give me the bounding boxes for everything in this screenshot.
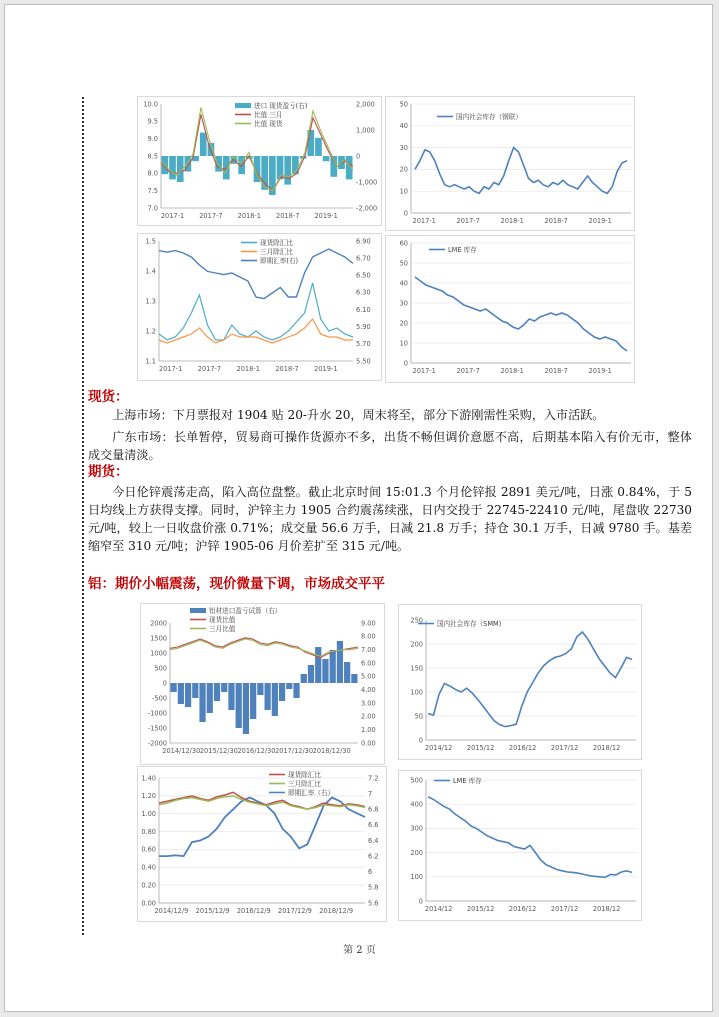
y-tick-label: -2000 — [147, 739, 167, 748]
legend-label: 三月除汇比 — [288, 780, 321, 788]
y2-tick-label: 6.70 — [356, 254, 371, 263]
chart-al-lme-stock — [398, 770, 642, 921]
profit-bar — [199, 683, 205, 722]
y-tick-label: 400 — [410, 800, 423, 809]
y2-tick-label: 6.6 — [368, 821, 379, 830]
y2-tick-label: 8.00 — [361, 632, 376, 641]
x-tick-label: 2017-1 — [412, 217, 436, 225]
y2-tick-label: 6.00 — [361, 659, 376, 668]
y-tick-label: 20 — [399, 319, 408, 328]
x-tick-label: 2017-7 — [197, 365, 222, 373]
chart-zinc-import-profit-svg — [137, 96, 382, 226]
margin-dotted-rule — [82, 97, 84, 935]
y2-tick-label: 0.00 — [361, 739, 376, 748]
x-tick-label: 2017/12/30 — [275, 747, 314, 755]
x-tick-label: 2014/12/30 — [162, 747, 201, 755]
profit-bar — [308, 665, 314, 683]
y2-tick-label: 3.00 — [361, 699, 376, 708]
x-tick-label: 2018-7 — [544, 367, 568, 375]
x-tick-label: 2019-1 — [588, 367, 612, 375]
y-tick-label: 1.00 — [141, 810, 156, 819]
y-tick-label: 150 — [410, 664, 423, 673]
profit-bar — [337, 641, 343, 683]
profit-bar — [322, 659, 328, 683]
x-tick-label: 2015/12/9 — [195, 907, 230, 915]
y2-tick-label: 5.90 — [356, 323, 371, 332]
x-tick-label: 2015/12 — [466, 905, 495, 913]
profit-bar — [315, 138, 322, 156]
y2-tick-label: 6.30 — [356, 288, 371, 297]
y2-tick-label: 5.8 — [368, 883, 379, 892]
x-tick-label: 2019-1 — [588, 217, 612, 225]
x-tick-label: 2017-1 — [412, 367, 436, 375]
x-tick-label: 2017-7 — [456, 367, 480, 375]
spot-heading: 现货： — [88, 389, 129, 405]
y-tick-label: 0 — [162, 679, 167, 688]
y2-tick-label: 7.2 — [368, 774, 379, 783]
y2-tick-label: 6.10 — [356, 305, 371, 314]
profit-bar — [250, 683, 256, 719]
y-tick-label: 1000 — [150, 649, 167, 658]
legend-label: 国内社会库存（钢联） — [456, 113, 522, 121]
profit-bar — [272, 683, 278, 716]
profit-bar — [192, 683, 198, 698]
x-tick-label: 2017-7 — [199, 212, 223, 220]
legend-label: 国内社会库存（SMM) — [437, 620, 502, 628]
futures-heading: 期货： — [88, 464, 129, 480]
y-tick-label: 300 — [410, 824, 423, 833]
y-tick-label: 30 — [399, 299, 408, 308]
profit-bar — [200, 133, 207, 156]
x-tick-label: 2018/12 — [592, 744, 621, 752]
chart-al-lme-stock-svg — [398, 770, 642, 921]
profit-bar — [279, 683, 285, 701]
y-tick-label: 250 — [410, 616, 423, 625]
y-tick-label: 7.5 — [147, 186, 158, 195]
y-tick-label: 1.1 — [145, 357, 156, 366]
chart-zinc-ratio-fx-svg — [137, 233, 382, 381]
x-tick-label: 2019-1 — [314, 212, 338, 220]
y-tick-label: 1.20 — [141, 792, 156, 801]
profit-bar — [330, 650, 336, 683]
profit-bar — [257, 683, 263, 695]
y-tick-label: 2000 — [150, 619, 167, 628]
profit-bar — [315, 647, 321, 683]
chart-frame — [138, 767, 387, 922]
y2-tick-label: 5.70 — [356, 340, 371, 349]
profit-bar — [243, 683, 249, 734]
legend-swatch — [190, 608, 206, 613]
y-tick-label: -500 — [152, 694, 167, 703]
chart-zinc-ratio-fx — [137, 233, 382, 381]
legend-label: 三月除汇比 — [260, 248, 293, 256]
chart-zinc-domestic-stock — [385, 96, 635, 231]
y-tick-label: 0.80 — [141, 827, 156, 836]
chart-zinc-lme-stock-svg — [385, 235, 635, 383]
x-tick-label: 2017-7 — [456, 217, 480, 225]
y2-tick-label: 5.6 — [368, 899, 379, 908]
y-tick-label: 0.60 — [141, 845, 156, 854]
y-tick-label: 50 — [414, 712, 423, 721]
x-tick-label: 2018/12/30 — [312, 747, 351, 755]
profit-bar — [351, 674, 357, 683]
x-tick-label: 2017-1 — [160, 212, 185, 220]
legend-swatch — [235, 103, 251, 108]
x-tick-label: 2016/12/30 — [237, 747, 276, 755]
y-tick-label: 100 — [410, 688, 423, 697]
chart-frame — [386, 236, 635, 383]
y-tick-label: 40 — [399, 279, 408, 288]
chart-al-domestic-stock — [398, 604, 642, 760]
y-tick-label: 10 — [399, 339, 408, 348]
x-tick-label: 2018/12 — [592, 905, 621, 913]
profit-bar — [265, 683, 271, 710]
legend-label: LME 库存 — [453, 777, 482, 785]
page-number: 第 2 页 — [343, 945, 376, 956]
x-tick-label: 2017/12 — [550, 905, 579, 913]
profit-bar — [169, 156, 176, 179]
spot-shanghai-paragraph: 上海市场：下月票报对 1904 贴 20-升水 20，周末将至，部分下游刚需性采购，入市活跃。 — [112, 408, 605, 422]
chart-frame — [399, 771, 642, 921]
y-tick-label: 1500 — [150, 634, 167, 643]
x-tick-label: 2014/12/9 — [154, 907, 189, 915]
y-tick-label: 200 — [410, 848, 423, 857]
y-tick-label: 60 — [399, 239, 408, 248]
legend-label: 进口 现货盈亏(右) — [254, 102, 308, 110]
profit-bar — [207, 683, 213, 713]
x-tick-label: 2016/12/9 — [236, 907, 271, 915]
x-tick-label: 2019-1 — [314, 365, 338, 373]
y-tick-label: 10 — [399, 187, 408, 196]
y-tick-label: 30 — [399, 143, 408, 152]
aluminium-heading: 铝：期价小幅震荡，现价微量下调，市场成交平平 — [88, 576, 385, 592]
profit-bar — [286, 683, 292, 689]
y2-tick-label: 6.50 — [356, 271, 371, 280]
x-tick-label: 2015/12/30 — [199, 747, 238, 755]
chart-zinc-domestic-stock-svg — [385, 96, 635, 231]
x-tick-label: 2017/12 — [550, 744, 579, 752]
legend-label: 现货除汇比 — [260, 239, 293, 247]
x-tick-label: 2015/12 — [466, 744, 495, 752]
legend-label: 三月比值 — [209, 625, 236, 633]
x-tick-label: 2018-1 — [237, 212, 261, 220]
y-tick-label: 0 — [418, 897, 423, 906]
y-tick-label: 0 — [403, 359, 408, 368]
y2-tick-label: 6.2 — [368, 852, 379, 861]
y2-tick-label: 5.00 — [361, 672, 376, 681]
profit-bar — [236, 683, 242, 728]
y2-tick-label: 6.4 — [368, 836, 379, 845]
y2-tick-label: 1,000 — [356, 126, 375, 135]
y-tick-label: 50 — [399, 259, 408, 268]
profit-bar — [185, 683, 191, 707]
x-tick-label: 2017-1 — [158, 365, 183, 373]
y-tick-label: 10.0 — [143, 100, 158, 109]
y-tick-label: 500 — [154, 664, 167, 673]
x-tick-label: 2014/12 — [424, 744, 453, 752]
profit-bar — [301, 674, 307, 683]
x-tick-label: 2018/12/9 — [319, 907, 354, 915]
y-tick-label: -1500 — [147, 724, 167, 733]
chart-al-import-profit — [140, 603, 385, 765]
y-tick-label: 1.5 — [145, 237, 156, 246]
legend-label: LME 库存 — [448, 246, 477, 254]
y-tick-label: 0 — [418, 736, 423, 745]
y-tick-label: -1000 — [147, 709, 167, 718]
x-tick-label: 2017/12/9 — [278, 907, 312, 915]
x-tick-label: 2016/12 — [508, 744, 537, 752]
y-tick-label: 0.40 — [141, 863, 156, 872]
y-tick-label: 50 — [399, 100, 408, 109]
y-tick-label: 200 — [410, 640, 423, 649]
chart-zinc-lme-stock — [385, 235, 635, 383]
x-tick-label: 2014/12 — [424, 905, 453, 913]
profit-bar — [323, 156, 330, 161]
profit-bar — [178, 683, 184, 704]
y-tick-label: 20 — [399, 165, 408, 174]
y2-tick-label: 7 — [368, 789, 373, 798]
spot-guangdong-paragraph: 广东市场：长单暂停，贸易商可操作货源亦不多，出货不畅但调价意愿不高，后期基本陷入有价无市，整体成交量清淡。 — [88, 430, 692, 462]
chart-frame — [399, 605, 642, 760]
y-tick-label: 8.5 — [147, 152, 158, 161]
legend-label: 比值 三月 — [254, 111, 283, 119]
chart-zinc-import-profit — [137, 96, 382, 226]
y-tick-label: 40 — [399, 122, 408, 131]
y-tick-label: 9.0 — [147, 134, 158, 143]
x-tick-label: 2016/12 — [508, 905, 537, 913]
y2-tick-label: 6.90 — [356, 237, 371, 246]
y2-tick-label: 5.50 — [356, 357, 371, 366]
x-tick-label: 2018-1 — [236, 365, 260, 373]
y2-tick-label: 6 — [368, 868, 373, 877]
y2-tick-label: 0 — [356, 152, 361, 161]
profit-bar — [344, 662, 350, 683]
y-tick-label: 7.0 — [147, 204, 158, 213]
y-tick-label: 500 — [410, 776, 423, 785]
y2-tick-label: -1,000 — [356, 178, 378, 187]
y-tick-label: 1.4 — [145, 267, 156, 276]
y-tick-label: 1.40 — [141, 774, 156, 783]
x-tick-label: 2018-7 — [276, 212, 300, 220]
y2-tick-label: -2,000 — [356, 204, 378, 213]
profit-bar — [293, 683, 299, 698]
futures-paragraph: 今日伦锌震荡走高，陷入高位盘整。截止北京时间 15:01.3 个月伦锌报 2891 美元/吨，日涨 0.84%，于 5 日均线上方获得支撑。同时，沪锌主力 1905 合约震荡续涨，日内交投于 22745-22410 元/吨，尾盘收 22730 元/吨，较上一日收盘价涨 0.71%；成交量 56.6 万手，日减 21.8 万手；持仓 30.1 万手，日减 9780 手。基差缩窄至 310 元/吨；沪锌 1905-06 月价差扩至 315 元/吨。 — [88, 485, 692, 553]
chart-al-ratio-fx-svg — [137, 766, 387, 922]
profit-bar — [171, 683, 177, 692]
y-tick-label: 9.5 — [147, 117, 158, 126]
y2-tick-label: 9.00 — [361, 619, 376, 628]
legend-label: 比值 现货 — [254, 120, 283, 128]
x-tick-label: 2018-1 — [500, 217, 524, 225]
y-tick-label: 100 — [410, 873, 423, 882]
y-tick-label: 1.2 — [145, 327, 156, 336]
y2-tick-label: 6.8 — [368, 805, 379, 814]
profit-bar — [221, 683, 227, 692]
y2-tick-label: 2,000 — [356, 100, 375, 109]
profit-bar — [214, 683, 220, 701]
y2-tick-label: 4.00 — [361, 685, 376, 694]
y-tick-label: 0 — [403, 209, 408, 218]
legend-label: 现货除汇比 — [288, 771, 321, 779]
legend-label: 铝材进口盈亏试算（右） — [209, 607, 282, 615]
profit-bar — [284, 156, 291, 185]
x-tick-label: 2018-7 — [544, 217, 568, 225]
chart-al-domestic-stock-svg — [398, 604, 642, 760]
legend-label: 即期汇率（右） — [288, 789, 335, 797]
x-tick-label: 2018-7 — [275, 365, 299, 373]
legend-label: 现货比值 — [209, 616, 236, 624]
y-tick-label: 0.00 — [141, 899, 156, 908]
y2-tick-label: 2.00 — [361, 712, 376, 721]
x-tick-label: 2018-1 — [500, 367, 524, 375]
y-tick-label: 1.3 — [145, 297, 156, 306]
y-tick-label: 0.20 — [141, 881, 156, 890]
chart-al-ratio-fx — [137, 766, 387, 922]
profit-bar — [228, 683, 234, 710]
profit-bar — [261, 156, 268, 190]
y2-tick-label: 7.00 — [361, 645, 376, 654]
y-tick-label: 8.0 — [147, 169, 158, 178]
y2-tick-label: 1.00 — [361, 725, 376, 734]
legend-label: 即期汇率(右) — [260, 257, 299, 265]
chart-al-import-profit-svg — [140, 603, 385, 765]
